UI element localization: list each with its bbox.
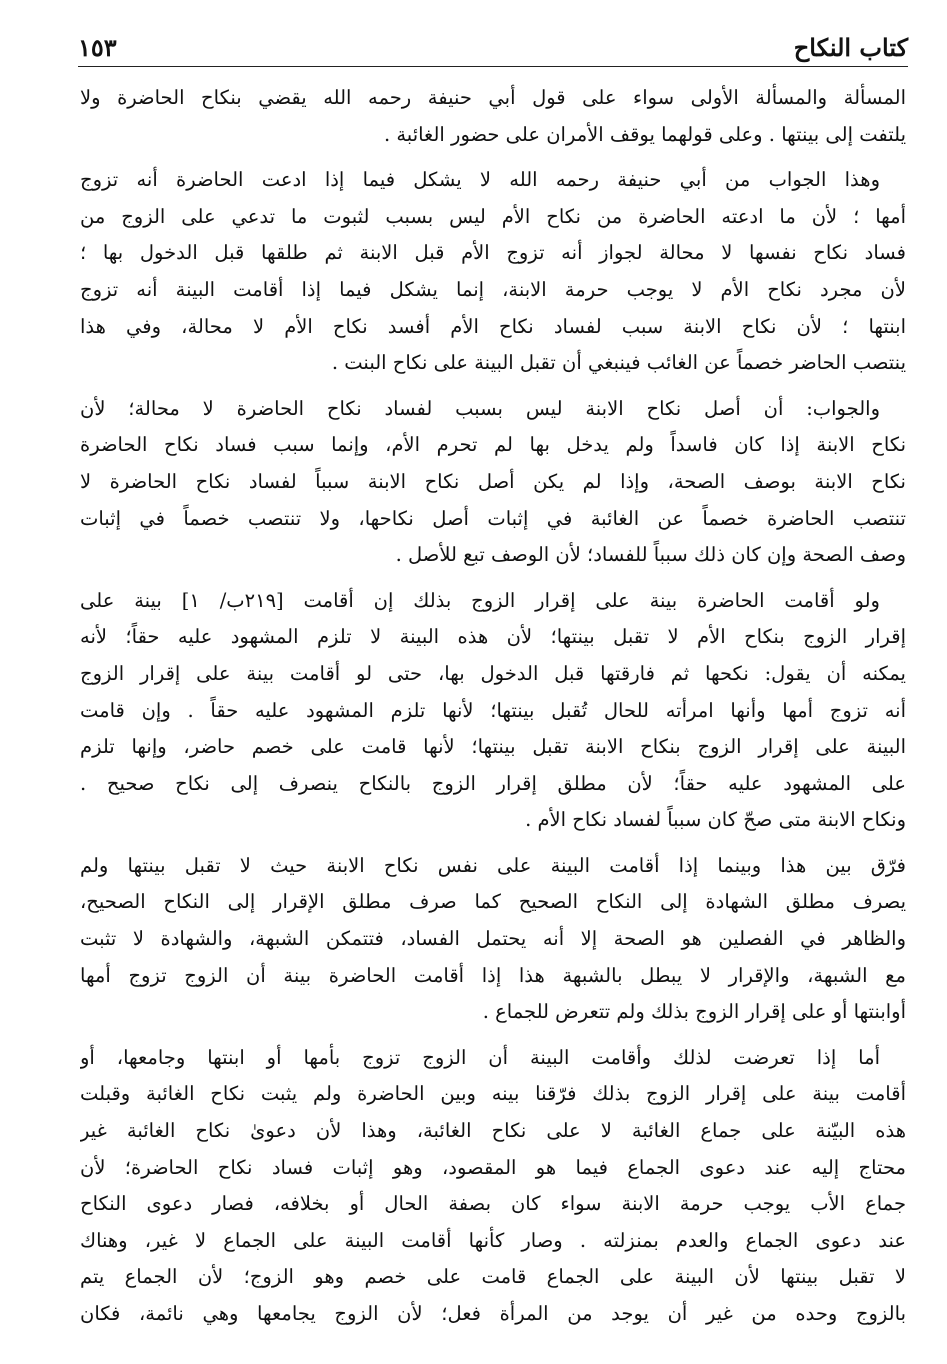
page-body xyxy=(80,80,906,1342)
text-line: محتاج إليه عند دعوى الجماع فيما هو المقصود، وهو إثبات فساد نكاح الحاضرة؛ لأن xyxy=(80,1155,906,1179)
text-line: المسألة والمسألة الأولى سواء على قول أبي حنيفة رحمه الله يقضي بنكاح الحاضرة ولا xyxy=(80,86,906,109)
text-line: لا تقبل بينتها لأن البينة على الجماع قامت على خصم وهو الزوج؛ لأن الجماع يتم xyxy=(80,1265,906,1289)
text-line: فرّق بين هذا وبينما إذا أقامت البينة على نفس نكاح الابنة حيث لا تقبل بينتها ولم xyxy=(80,853,906,877)
page-number: ١٥٣ xyxy=(78,33,117,62)
paragraph xyxy=(80,1040,906,1333)
text-line: يمكنه أن يقول: نكحها ثم فارقتها قبل الدخول بها، حتى لو أقامت بينة على إقرار الزوج xyxy=(80,661,906,685)
text-line: ولو أقامت الحاضرة بينة على إقرار الزوج بذلك إن أقامت [٢١٩ب/ ١] بينة على xyxy=(80,588,880,612)
text-line: ابنتها ؛ لأن نكاح الابنة سبب لفساد نكاح الأم أفسد نكاح الأم لا محالة، وفي هذا xyxy=(80,314,906,338)
page-header xyxy=(78,22,908,67)
text-line: على المشهود عليه حقاً؛ لأن مطلق إقرار الزوج بالنكاح ينصرف إلى نكاح صحيح . xyxy=(80,771,906,795)
text-line: إقرار الزوج بنكاح الأم لا تقبل بينتها؛ لأن هذه البينة لا تلزم المشهود عليه حقاً؛ لأنه xyxy=(80,625,906,649)
text-line: فساد نكاح نفسها لا محالة لجواز أنه تزوج الأم قبل الابنة ثم طلقها قبل الدخول بها ؛ xyxy=(80,241,906,265)
text-line: مع الشبهة، والإقرار لا يبطل بالشبهة هذا إذا أقامت الحاضرة بينة أن الزوج تزوج أمها xyxy=(80,963,906,987)
text-line: جماع الأب يوجب حرمة الابنة سواء كان بصفة الحال أو بخلافه، فصار دعوى النكاح xyxy=(80,1192,906,1216)
running-title: كتاب النكاح xyxy=(793,33,908,62)
text-line: أقامت بينة على إقرار الزوج بذلك فرّقنا بينه وبين الحاضرة ولم يثبت نكاح الغائبة وقبلت xyxy=(80,1082,906,1106)
paragraph xyxy=(80,391,906,574)
text-line: يصرف مطلق الشهادة إلى النكاح الصحيح كما صرف مطلق الإقرار إلى النكاح الصحيح، xyxy=(80,890,906,914)
text-line: أمها ؛ لأن ما ادعته الحاضرة من نكاح الأم ليس بسبب لثبوت ما تدعي على الزوج من xyxy=(80,204,906,228)
text-line: وهذا الجواب من أبي حنيفة رحمه الله لا يشكل فيما إذا ادعت الحاضرة أنه تزوج xyxy=(80,168,880,192)
text-line: البينة على إقرار الزوج بنكاح الابنة تقبل بينتها؛ لأنها قامت على خصم حاضر، وإنها تلزم xyxy=(80,735,906,759)
paragraph xyxy=(80,848,906,1031)
text-line: وصف الصحة وإن كان ذلك سبباً للفساد؛ لأن الوصف تبع للأصل . xyxy=(395,543,906,567)
paragraph xyxy=(80,583,906,839)
text-line: أوابنتها أو على إقرار الزوج بذلك ولم تتعرض للجماع . xyxy=(482,1000,906,1024)
text-line: لأن مجرد نكاح الأم لا يوجب حرمة الابنة، إنما يشكل فيما إذا أقامت البينة أنه تزوج xyxy=(80,277,906,301)
text-line: نكاح الابنة بوصف الصحة، وإذا لم يكن أصل نكاح الابنة سبباً لفساد نكاح الحاضرة لا xyxy=(80,469,906,493)
text-line: أنه تزوج أمها وأنها امرأته للحال تُقبل بينتها؛ لأنها تلزم المشهود عليه حقاً . وإن قامت xyxy=(80,698,906,722)
text-line: يلتفت إلى بينتها . وعلى قولهما يوقف الأمران على حضور الغائبة . xyxy=(383,122,906,146)
text-line: والجواب: أن أصل نكاح الابنة ليس بسبب لفساد نكاح الحاضرة لا محالة؛ لأن xyxy=(80,396,880,420)
paragraph xyxy=(80,80,906,153)
text-line: ينتصب الحاضر خصماً عن الغائب فينبغي أن تقبل البينة على نكاح البنت . xyxy=(331,351,906,375)
text-line: والظاهر في الفصلين هو الصحة إلا أنه يحتمل الفساد، فتتمكن الشبهة، والشهادة لا تثبت xyxy=(80,927,906,951)
text-line: أما إذا تعرضت لذلك وأقامت البينة أن الزوج تزوج بأمها أو ابنتها وجامعها، أو xyxy=(80,1045,880,1069)
text-line: تنتصب الحاضرة خصماً عن الغائبة في إثبات أصل نكاحها، ولا تنتصب خصماً في إثبات xyxy=(80,506,906,530)
text-line: عند دعوى الجماع والعدم بمنزلته . وصار كأنها أقامت البينة على الجماع لا غير، وهناك xyxy=(80,1228,906,1252)
text-line: نكاح الابنة إذا كان فاسداً ولم يدخل بها لم تحرم الأم، وإنما سبب فساد نكاح الحاضرة xyxy=(80,433,906,457)
text-line: هذه البيّنة على جماع الغائبة لا على نكاح الغائبة، وهذا لأن دعوىٰ نكاح الغائبة غير xyxy=(80,1119,906,1143)
paragraph xyxy=(80,162,906,382)
text-line: ونكاح الابنة متى صحّ كان سبباً لفساد نكاح الأم . xyxy=(525,808,906,832)
text-line: بالزوج وحده من غير أن يوجد من المرأة فعل؛ لأن الزوج يجامعها وهي نائمة، فكان xyxy=(80,1302,906,1325)
